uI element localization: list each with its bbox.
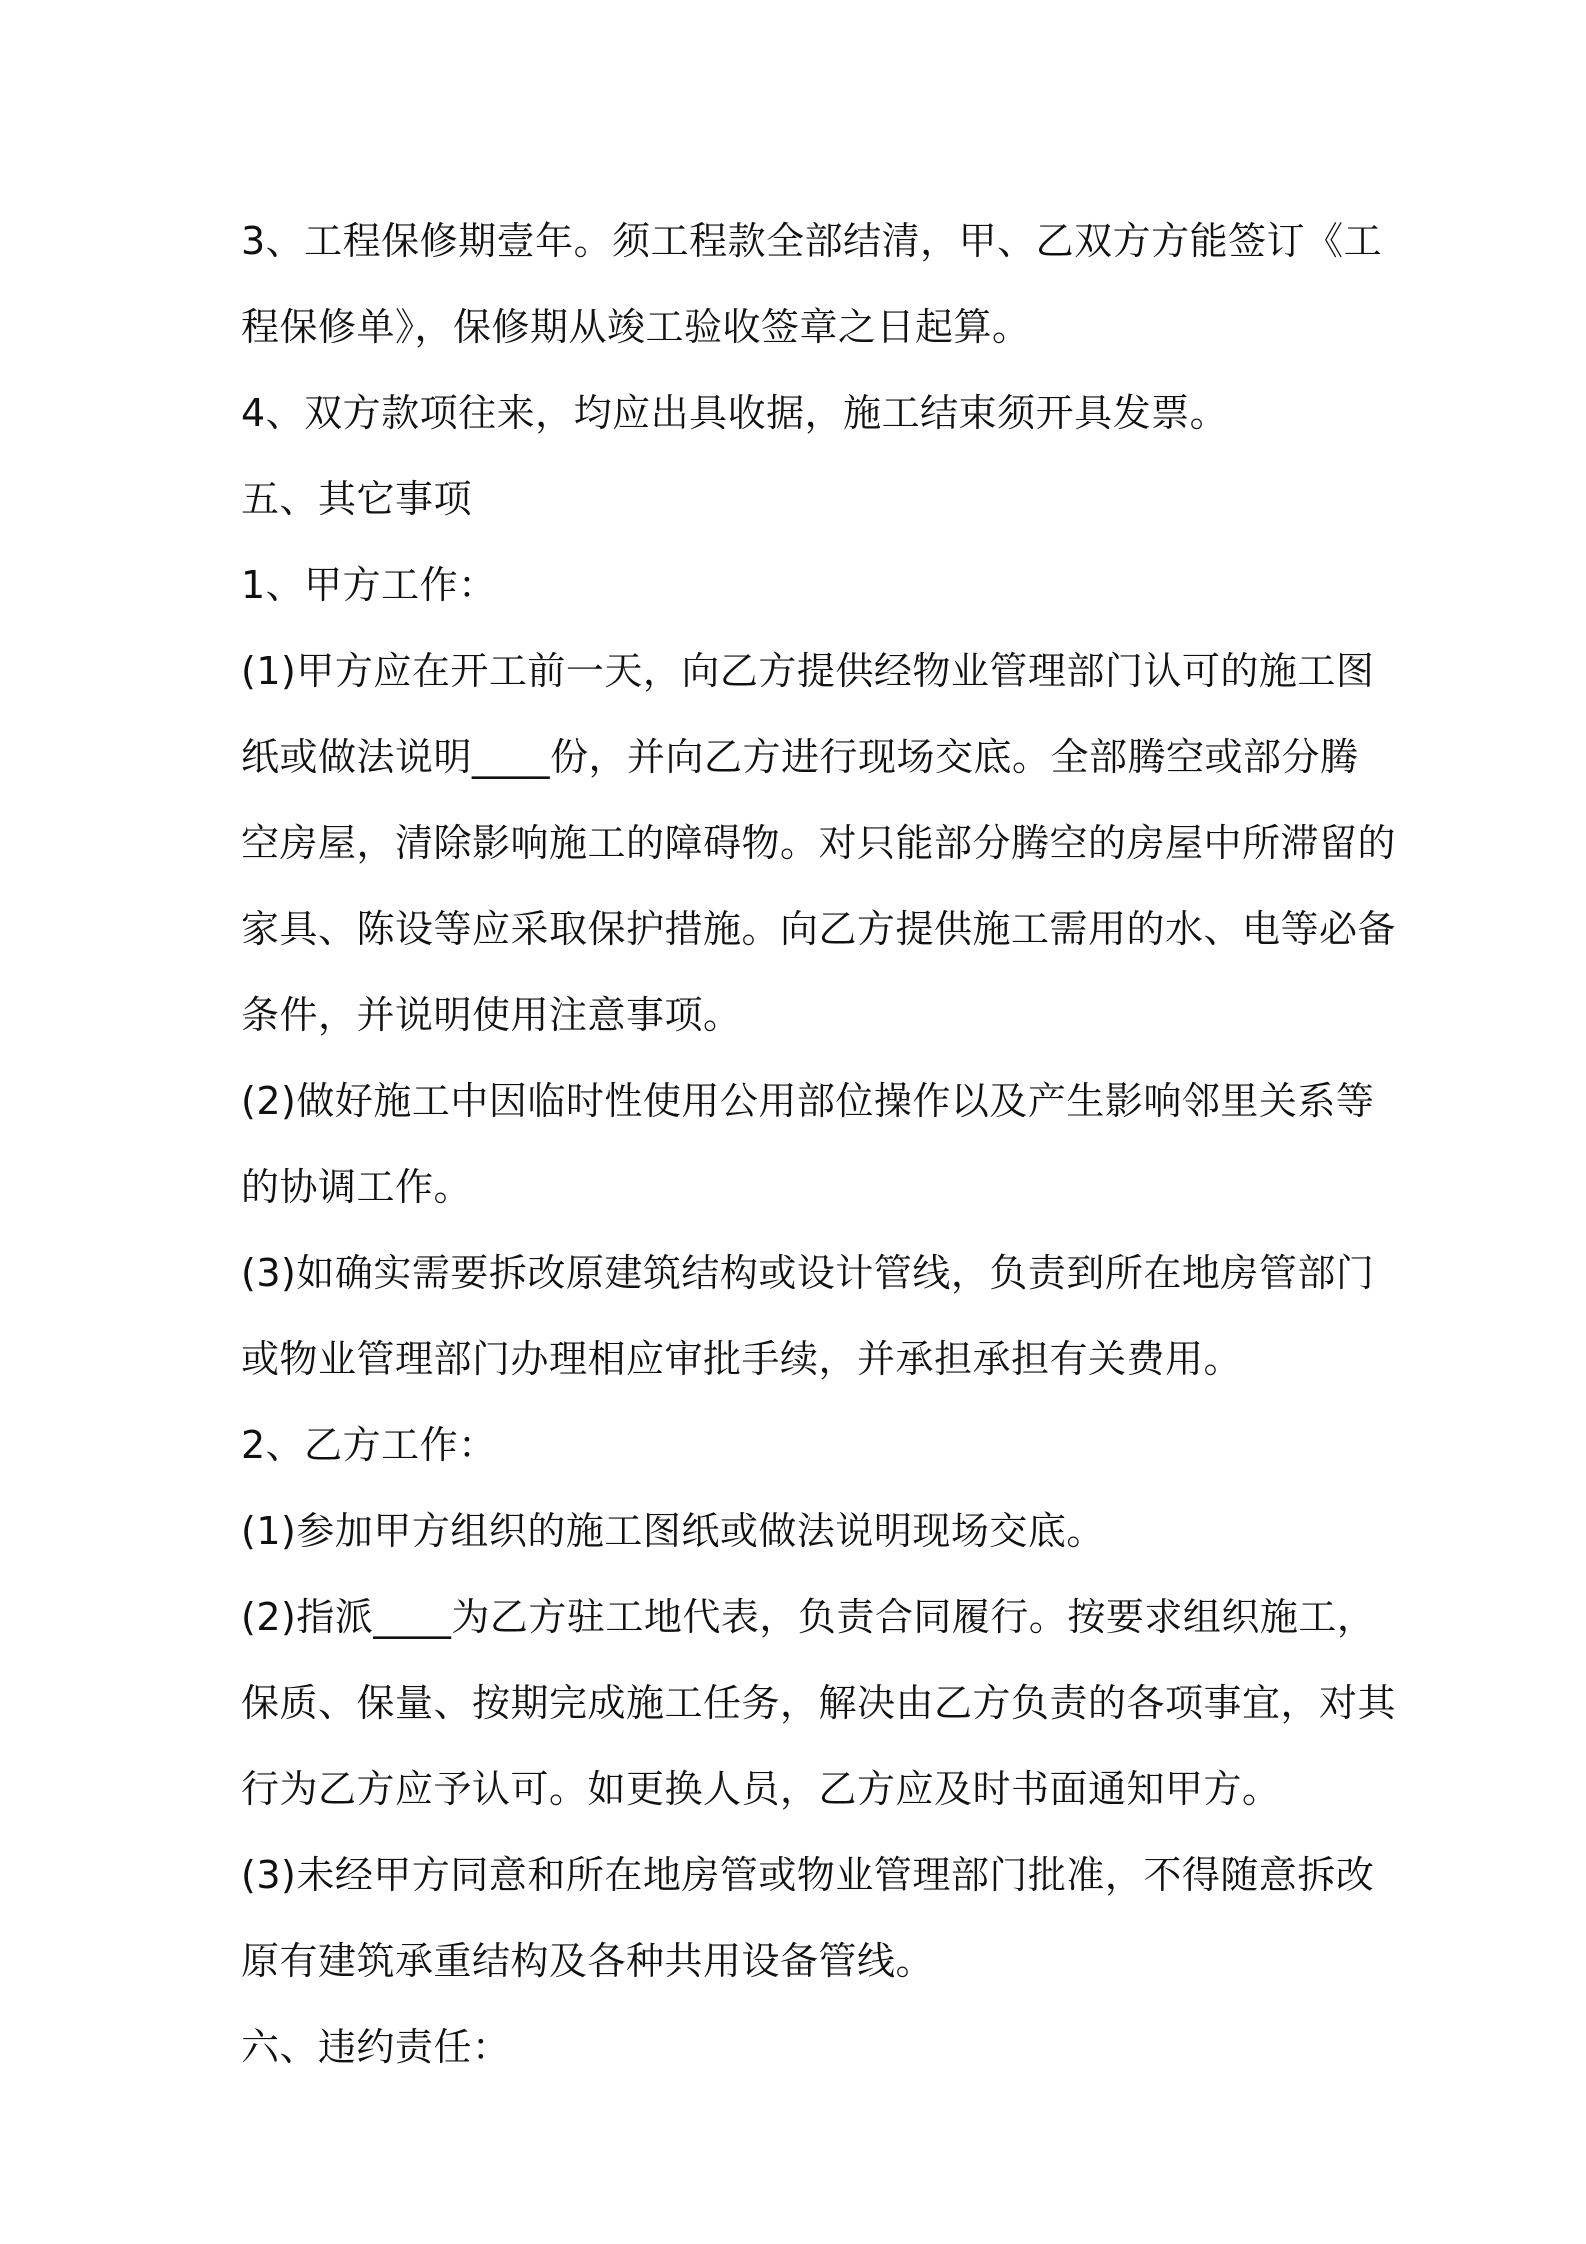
text-line: 保质、保量、按期完成施工任务，解决由乙方负责的各项事宜，对其 [241,1681,1397,1725]
text-line: (2)做好施工中因临时性使用公用部位操作以及产生影响邻里关系等 [241,1079,1375,1123]
text-line: 行为乙方应予认可。如更换人员，乙方应及时书面通知甲方。 [241,1767,1281,1811]
party-b-item-1 [241,1488,1361,1574]
text-line: (3)未经甲方同意和所在地房管或物业管理部门批准，不得随意拆改 [241,1853,1375,1897]
text-line: 2、乙方工作： [241,1423,497,1467]
party-b-item-2 [241,1574,1397,1832]
clause-warranty [241,198,1383,370]
text-line: 或物业管理部门办理相应审批手续，并承担承担有关费用。 [241,1337,1243,1381]
text-line: 家具、陈设等应采取保护措施。向乙方提供施工需用的水、电等必备 [241,907,1397,951]
document-body [241,198,1397,2090]
text-line: 的协调工作。 [241,1165,473,1209]
clause-payments [241,370,1361,456]
text-line: 空房屋，清除影响施工的障碍物。对只能部分腾空的房屋中所滞留的 [241,821,1397,865]
text-line: 五、其它事项 [241,477,473,521]
text-line: (1)甲方应在开工前一天，向乙方提供经物业管理部门认可的施工图 [241,649,1375,693]
text-line: 4、双方款项往来，均应出具收据，施工结束须开具发票。 [241,391,1229,435]
text-line: 1、甲方工作： [241,563,497,607]
section-heading-other-matters [241,456,1361,542]
subheading-party-a-duties [241,542,1361,628]
text-line: (2)指派____为乙方驻工地代表，负责合同履行。按要求组织施工， [241,1595,1376,1639]
party-a-item-2 [241,1058,1375,1230]
text-line: 六、违约责任： [241,2025,511,2069]
text-line: 条件，并说明使用注意事项。 [241,993,742,1037]
party-a-item-1 [241,628,1397,1058]
text-line: 程保修单》，保修期从竣工验收签章之日起算。 [241,305,1031,349]
party-a-item-3 [241,1230,1375,1402]
text-line: (1)参加甲方组织的施工图纸或做法说明现场交底。 [241,1509,1105,1553]
section-heading-breach-liability [241,2004,1361,2090]
text-line: (3)如确实需要拆改原建筑结构或设计管线，负责到所在地房管部门 [241,1251,1375,1295]
text-line: 3、工程保修期壹年。须工程款全部结清，甲、乙双方方能签订《工 [241,219,1383,263]
party-b-item-3 [241,1832,1375,2004]
subheading-party-b-duties [241,1402,1361,1488]
text-line: 纸或做法说明____份，并向乙方进行现场交底。全部腾空或部分腾 [241,735,1359,779]
text-line: 原有建筑承重结构及各种共用设备管线。 [241,1939,935,1983]
